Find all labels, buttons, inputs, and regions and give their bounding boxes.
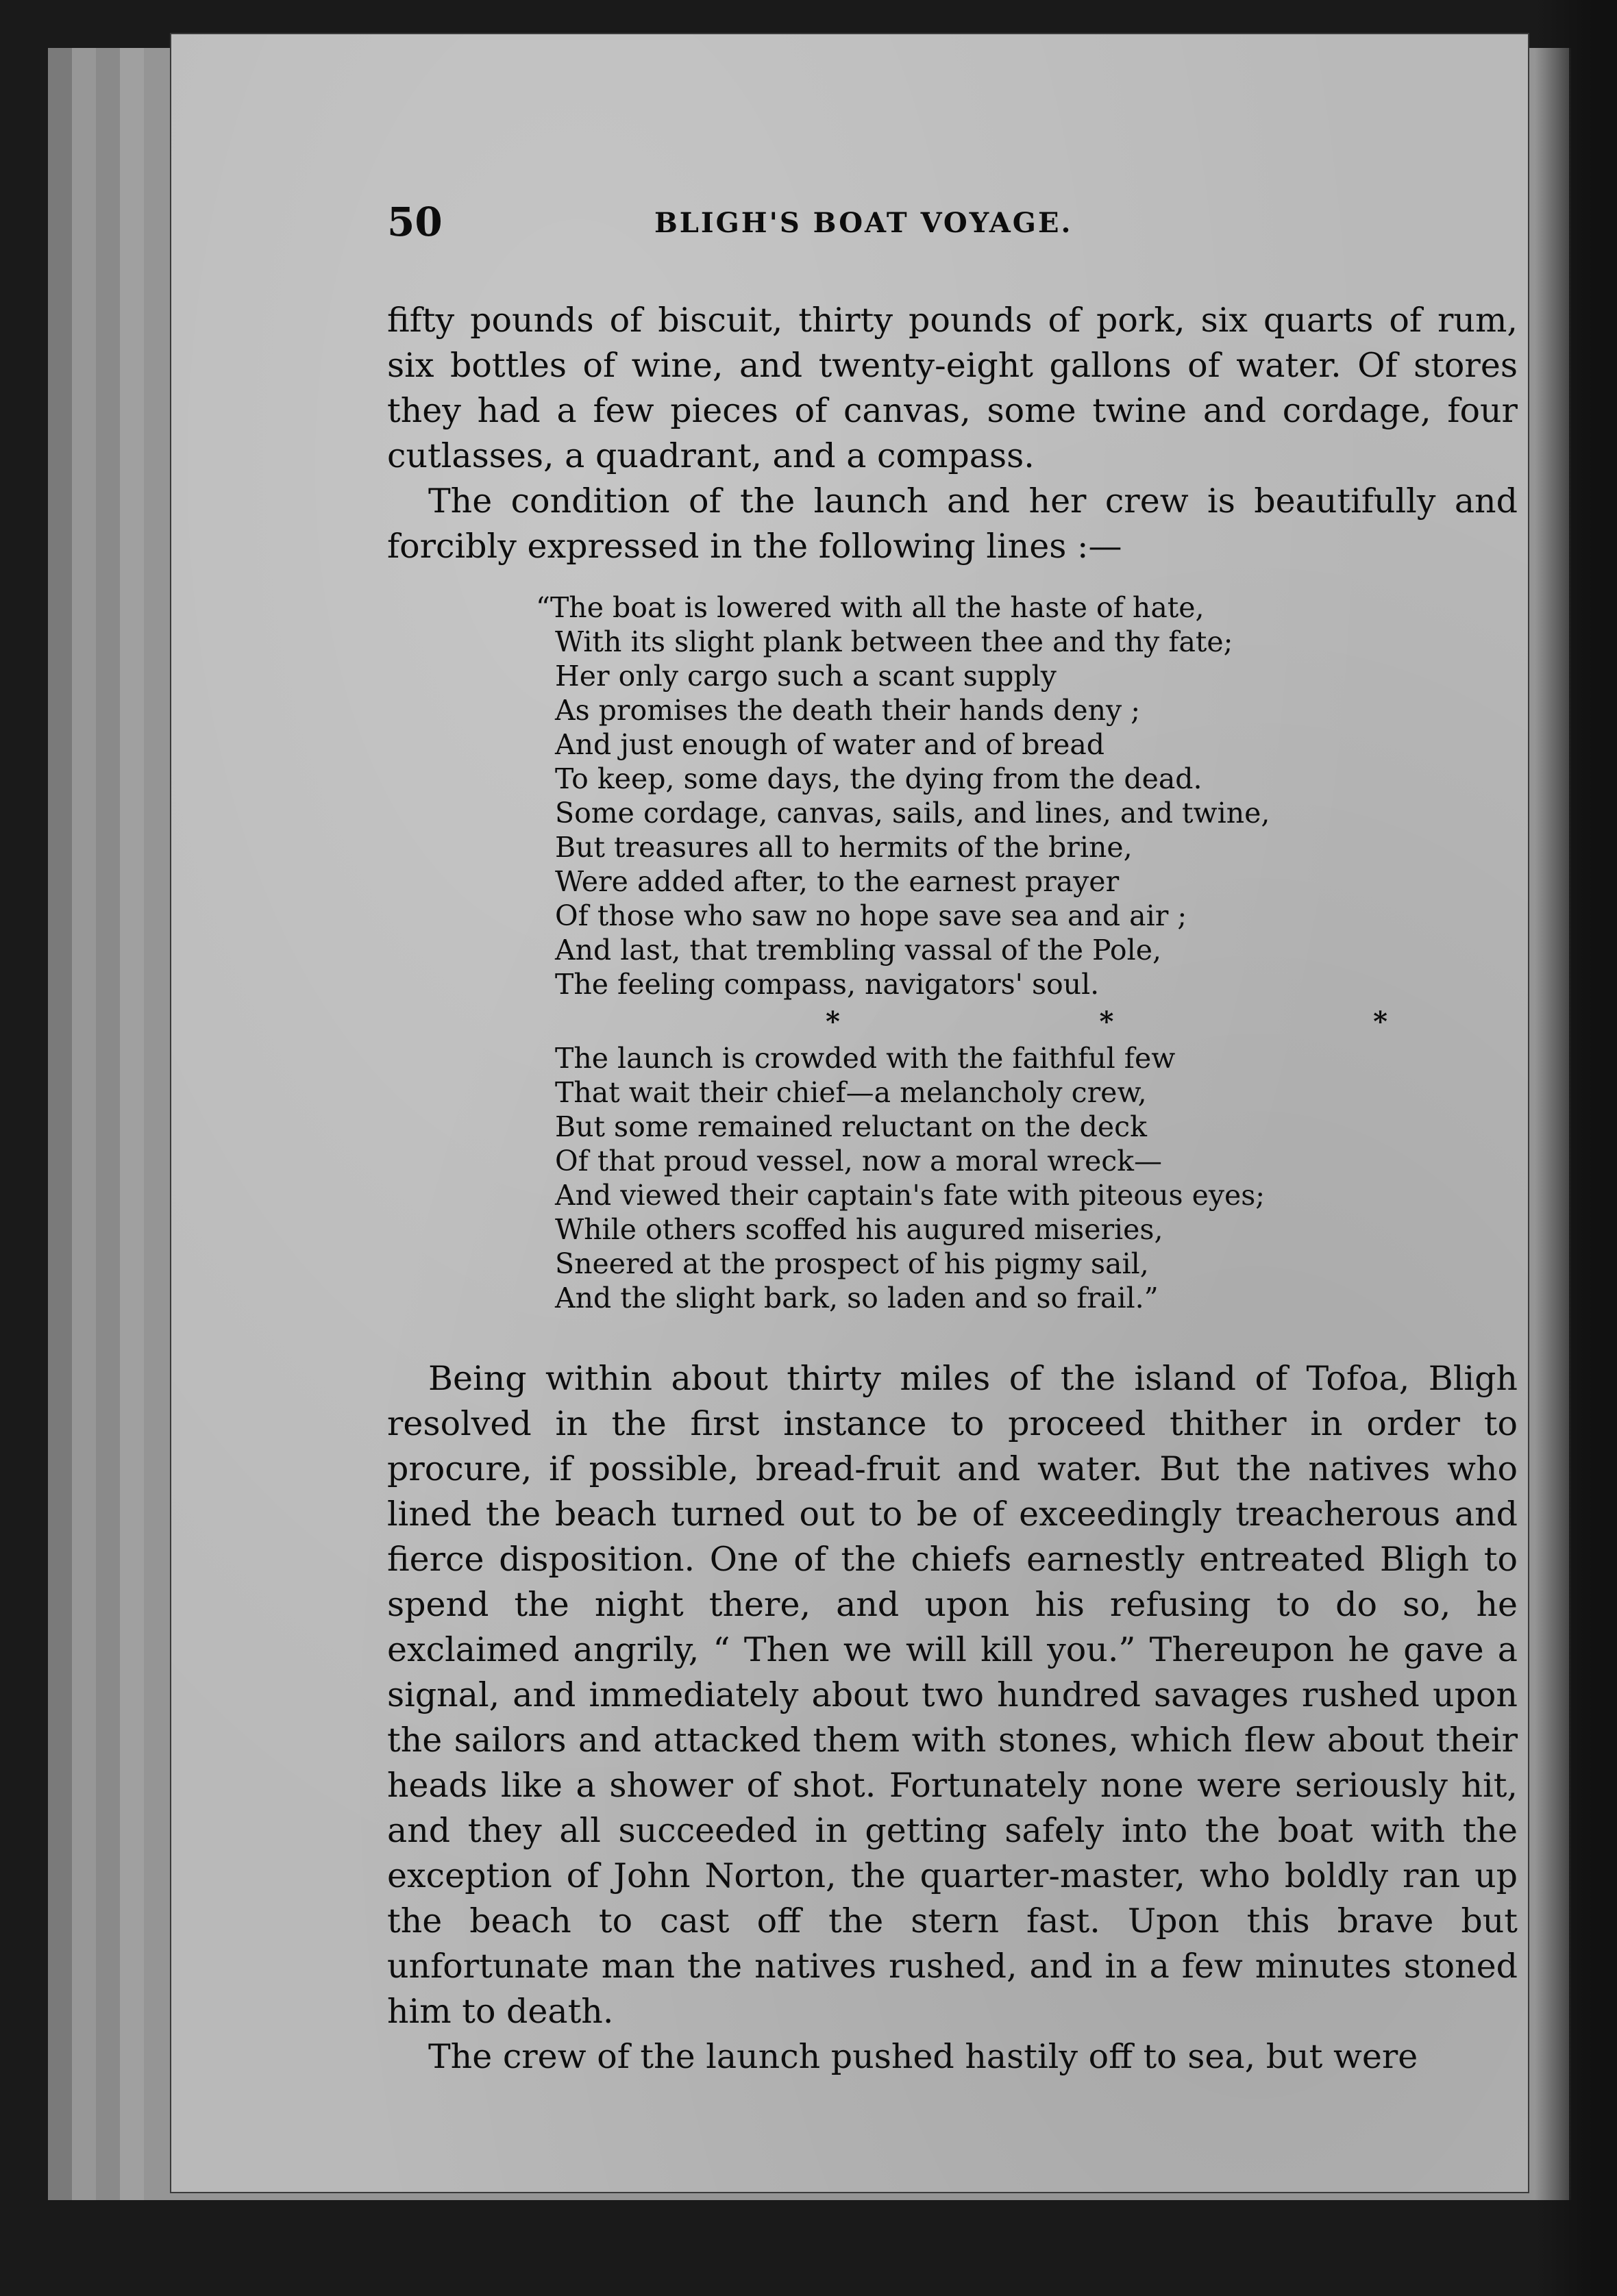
- poem-line: Of that proud vessel, now a moral wreck—: [555, 1145, 1163, 1177]
- page-number: 50: [387, 199, 443, 245]
- asterisk: *: [1099, 1006, 1114, 1038]
- poem-line: And the slight bark, so laden and so frail.”: [555, 1282, 1159, 1314]
- poem-line: Her only cargo such a scant supply: [555, 660, 1057, 692]
- running-title: BLIGH'S BOAT VOYAGE.: [654, 207, 1073, 239]
- poem-line: Were added after, to the earnest prayer: [555, 865, 1120, 898]
- running-head: [387, 199, 1381, 247]
- section-break-asterisks: [826, 1006, 1387, 1038]
- paragraph: fifty pounds of biscuit, thirty pounds of pork, six quarts of rum, six bottles of wine, and twenty-eight gallons of water. Of stores they had a few pieces of canvas, some twine and cordage, four cutlasses, a quadrant, and a compass.: [387, 301, 1518, 475]
- binding-shadow: [1535, 0, 1617, 2296]
- paragraph: The crew of the launch pushed hastily off to sea, but were: [428, 2037, 1418, 2076]
- paragraph: The condition of the launch and her crew is beautifully and forcibly expressed in the following lines :—: [387, 482, 1518, 566]
- poem-line: And just enough of water and of bread: [555, 728, 1105, 761]
- poem-line: As promises the death their hands deny ;: [555, 694, 1141, 727]
- poem-line: But treasures all to hermits of the brine,: [555, 831, 1133, 864]
- poem-line: “The boat is lowered with all the haste of hate,: [536, 591, 1205, 624]
- poem-line: Of those who saw no hope save sea and air ;: [555, 899, 1187, 932]
- asterisk: *: [1373, 1006, 1387, 1038]
- poem-line: The launch is crowded with the faithful few: [555, 1042, 1176, 1075]
- poem-line: The feeling compass, navigators' soul.: [555, 968, 1100, 1001]
- body-text-bottom: [387, 1356, 1518, 2080]
- poem-line: To keep, some days, the dying from the dead.: [555, 762, 1202, 795]
- poem-line: Sneered at the prospect of his pigmy sail,: [555, 1247, 1149, 1280]
- poem-line: Some cordage, canvas, sails, and lines, and twine,: [555, 797, 1270, 829]
- poem-line: While others scoffed his augured miseries,: [555, 1213, 1163, 1246]
- poem-line: And viewed their captain's fate with piteous eyes;: [555, 1179, 1266, 1212]
- poem-line: With its slight plank between thee and thy fate;: [555, 625, 1233, 658]
- paragraph: Being within about thirty miles of the island of Tofoa, Bligh resolved in the first instance to proceed thither in order to procure, if possible, bread-fruit and water. But the natives who lined the beach turned out to be of exceedingly treacherous and fierce disposition. One of the chiefs earnestly entreated Bligh to spend the night there, and upon his refusing to do so, he exclaimed angrily, “ Then we will kill you.” Thereupon he gave a signal, and immediately about two hundred savages rushed upon the sailors and attacked them with stones, which flew about their heads like a shower of shot. Fortunately none were seriously hit, and they all succeeded in getting safely into the boat with the exception of John Norton, the quarter-master, who boldly ran up the beach to cast off the stern fast. Upon this brave but unfortunate man the natives rushed, and in a few minutes stoned him to death.: [387, 1359, 1518, 2031]
- poem-line: And last, that trembling vassal of the Pole,: [555, 934, 1162, 966]
- poem-stanza: [555, 1041, 1583, 1315]
- poem-line: That wait their chief—a melancholy crew,: [555, 1076, 1147, 1109]
- asterisk: *: [826, 1006, 840, 1038]
- poem-stanza: [536, 590, 1583, 1001]
- book-page: [171, 34, 1528, 2192]
- poem-line: But some remained reluctant on the deck: [555, 1110, 1147, 1143]
- body-text-top: [387, 298, 1518, 569]
